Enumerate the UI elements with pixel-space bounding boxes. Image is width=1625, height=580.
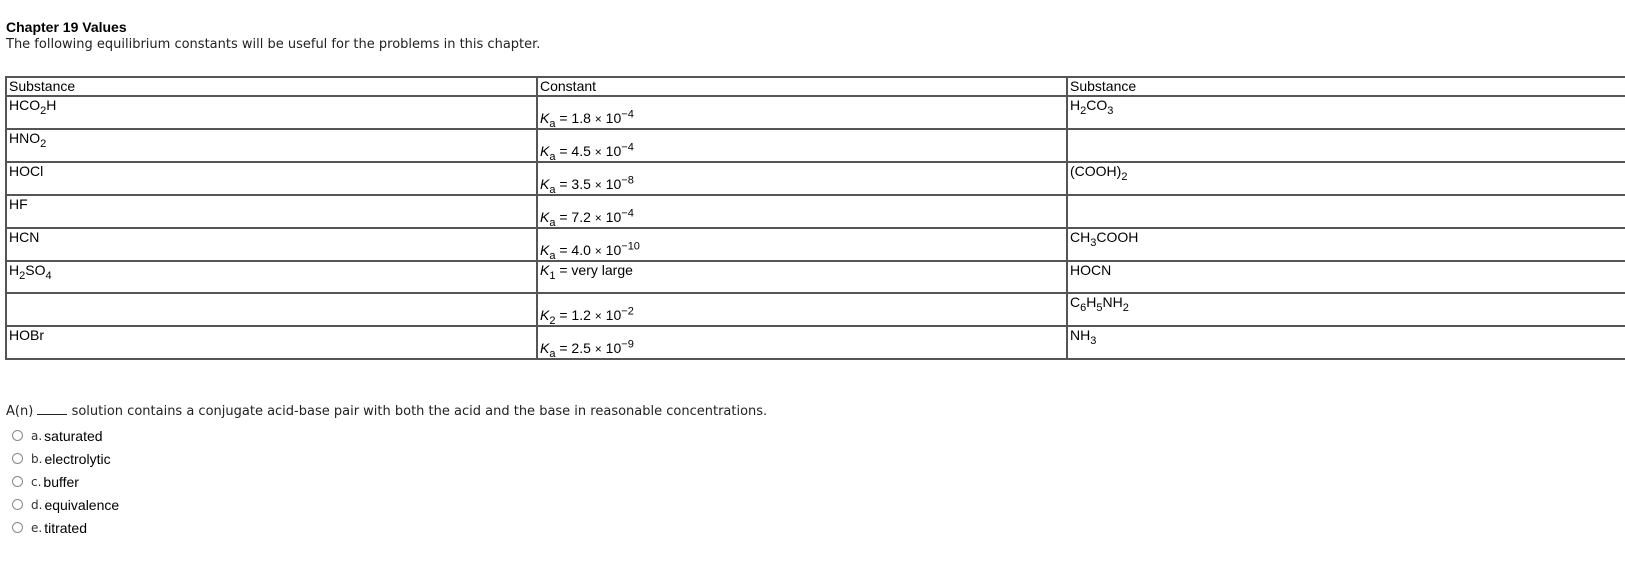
- substance-cell: [1067, 129, 1625, 162]
- table-body: [6, 77, 1625, 359]
- option-letter: d.: [31, 497, 43, 512]
- option-titrated[interactable]: [12, 516, 119, 539]
- table-row: [6, 228, 1625, 261]
- radio-button[interactable]: [12, 499, 23, 510]
- radio-button[interactable]: [12, 453, 23, 464]
- radio-button[interactable]: [12, 476, 23, 487]
- option-label: saturated: [44, 427, 103, 444]
- table-row: [6, 129, 1625, 162]
- option-saturated[interactable]: [12, 424, 119, 447]
- option-letter: a.: [31, 428, 43, 443]
- table-row: [6, 195, 1625, 228]
- column-header: Constant: [537, 77, 1067, 96]
- radio-button[interactable]: [12, 430, 23, 441]
- option-equivalence[interactable]: [12, 493, 119, 516]
- option-label: electrolytic: [44, 450, 111, 467]
- constant-cell: $K_a = 2.5 \times 10^{-9}$: [537, 326, 1067, 359]
- answer-options: [12, 424, 119, 539]
- table-row: [6, 162, 1625, 195]
- option-label: titrated: [44, 519, 88, 536]
- constant-cell: $K_1$ = very large: [537, 261, 1067, 293]
- option-buffer[interactable]: [12, 470, 119, 493]
- substance-cell: $HCO_2H$: [6, 96, 537, 129]
- column-header: Substance: [6, 77, 537, 96]
- equilibrium-constants-table: [5, 76, 1625, 360]
- column-header: Substance: [1067, 77, 1625, 96]
- substance-cell: HOCl: [6, 162, 537, 195]
- option-letter: c.: [31, 474, 42, 489]
- constant-cell: $K_a = 4.5 \times 10^{-4}$: [537, 129, 1067, 162]
- option-label: buffer: [43, 473, 79, 490]
- constant-cell: $K_a = 4.0 \times 10^{-10}$: [537, 228, 1067, 261]
- substance-cell: $(COOH)_2$: [1067, 162, 1625, 195]
- chapter-title: Chapter 19 Values: [6, 19, 127, 35]
- option-letter: e.: [31, 520, 43, 535]
- table-row: [6, 293, 1625, 326]
- option-label: equivalence: [44, 496, 120, 513]
- substance-cell: HOBr: [6, 326, 537, 359]
- option-electrolytic[interactable]: [12, 447, 119, 470]
- table-row: [6, 261, 1625, 293]
- substance-cell: $H_2SO_4$: [6, 261, 537, 293]
- question-prefix: A(n): [6, 404, 34, 419]
- table-header-row: [6, 77, 1625, 96]
- substance-cell: $C_6H_5NH_2$: [1067, 293, 1625, 326]
- substance-cell: $H_2CO_3$: [1067, 96, 1625, 129]
- option-letter: b.: [31, 451, 43, 466]
- constant-cell: $K_a = 1.8 \times 10^{-4}$: [537, 96, 1067, 129]
- substance-cell: HF: [6, 195, 537, 228]
- intro-text: The following equilibrium constants will be useful for the problems in this chapter.: [6, 37, 541, 52]
- substance-cell: [1067, 195, 1625, 228]
- constant-cell: $K_a = 3.5 \times 10^{-8}$: [537, 162, 1067, 195]
- substance-cell: $HNO_2$: [6, 129, 537, 162]
- substance-cell: [6, 293, 537, 326]
- table-row: [6, 326, 1625, 359]
- question-stem: [6, 402, 767, 419]
- constant-cell: $K_a = 7.2 \times 10^{-4}$: [537, 195, 1067, 228]
- constant-cell: $K_2 = 1.2 \times 10^{-2}$: [537, 293, 1067, 326]
- table-row: [6, 96, 1625, 129]
- answer-blank: [37, 402, 67, 415]
- radio-button[interactable]: [12, 522, 23, 533]
- question-suffix: solution contains a conjugate acid-base pair with both the acid and the base in reasonable concentrations.: [71, 404, 768, 419]
- substance-cell: $CH_3COOH$: [1067, 228, 1625, 261]
- substance-cell: $NH_3$: [1067, 326, 1625, 359]
- substance-cell: HOCN: [1067, 261, 1625, 293]
- header: [6, 19, 540, 54]
- substance-cell: HCN: [6, 228, 537, 261]
